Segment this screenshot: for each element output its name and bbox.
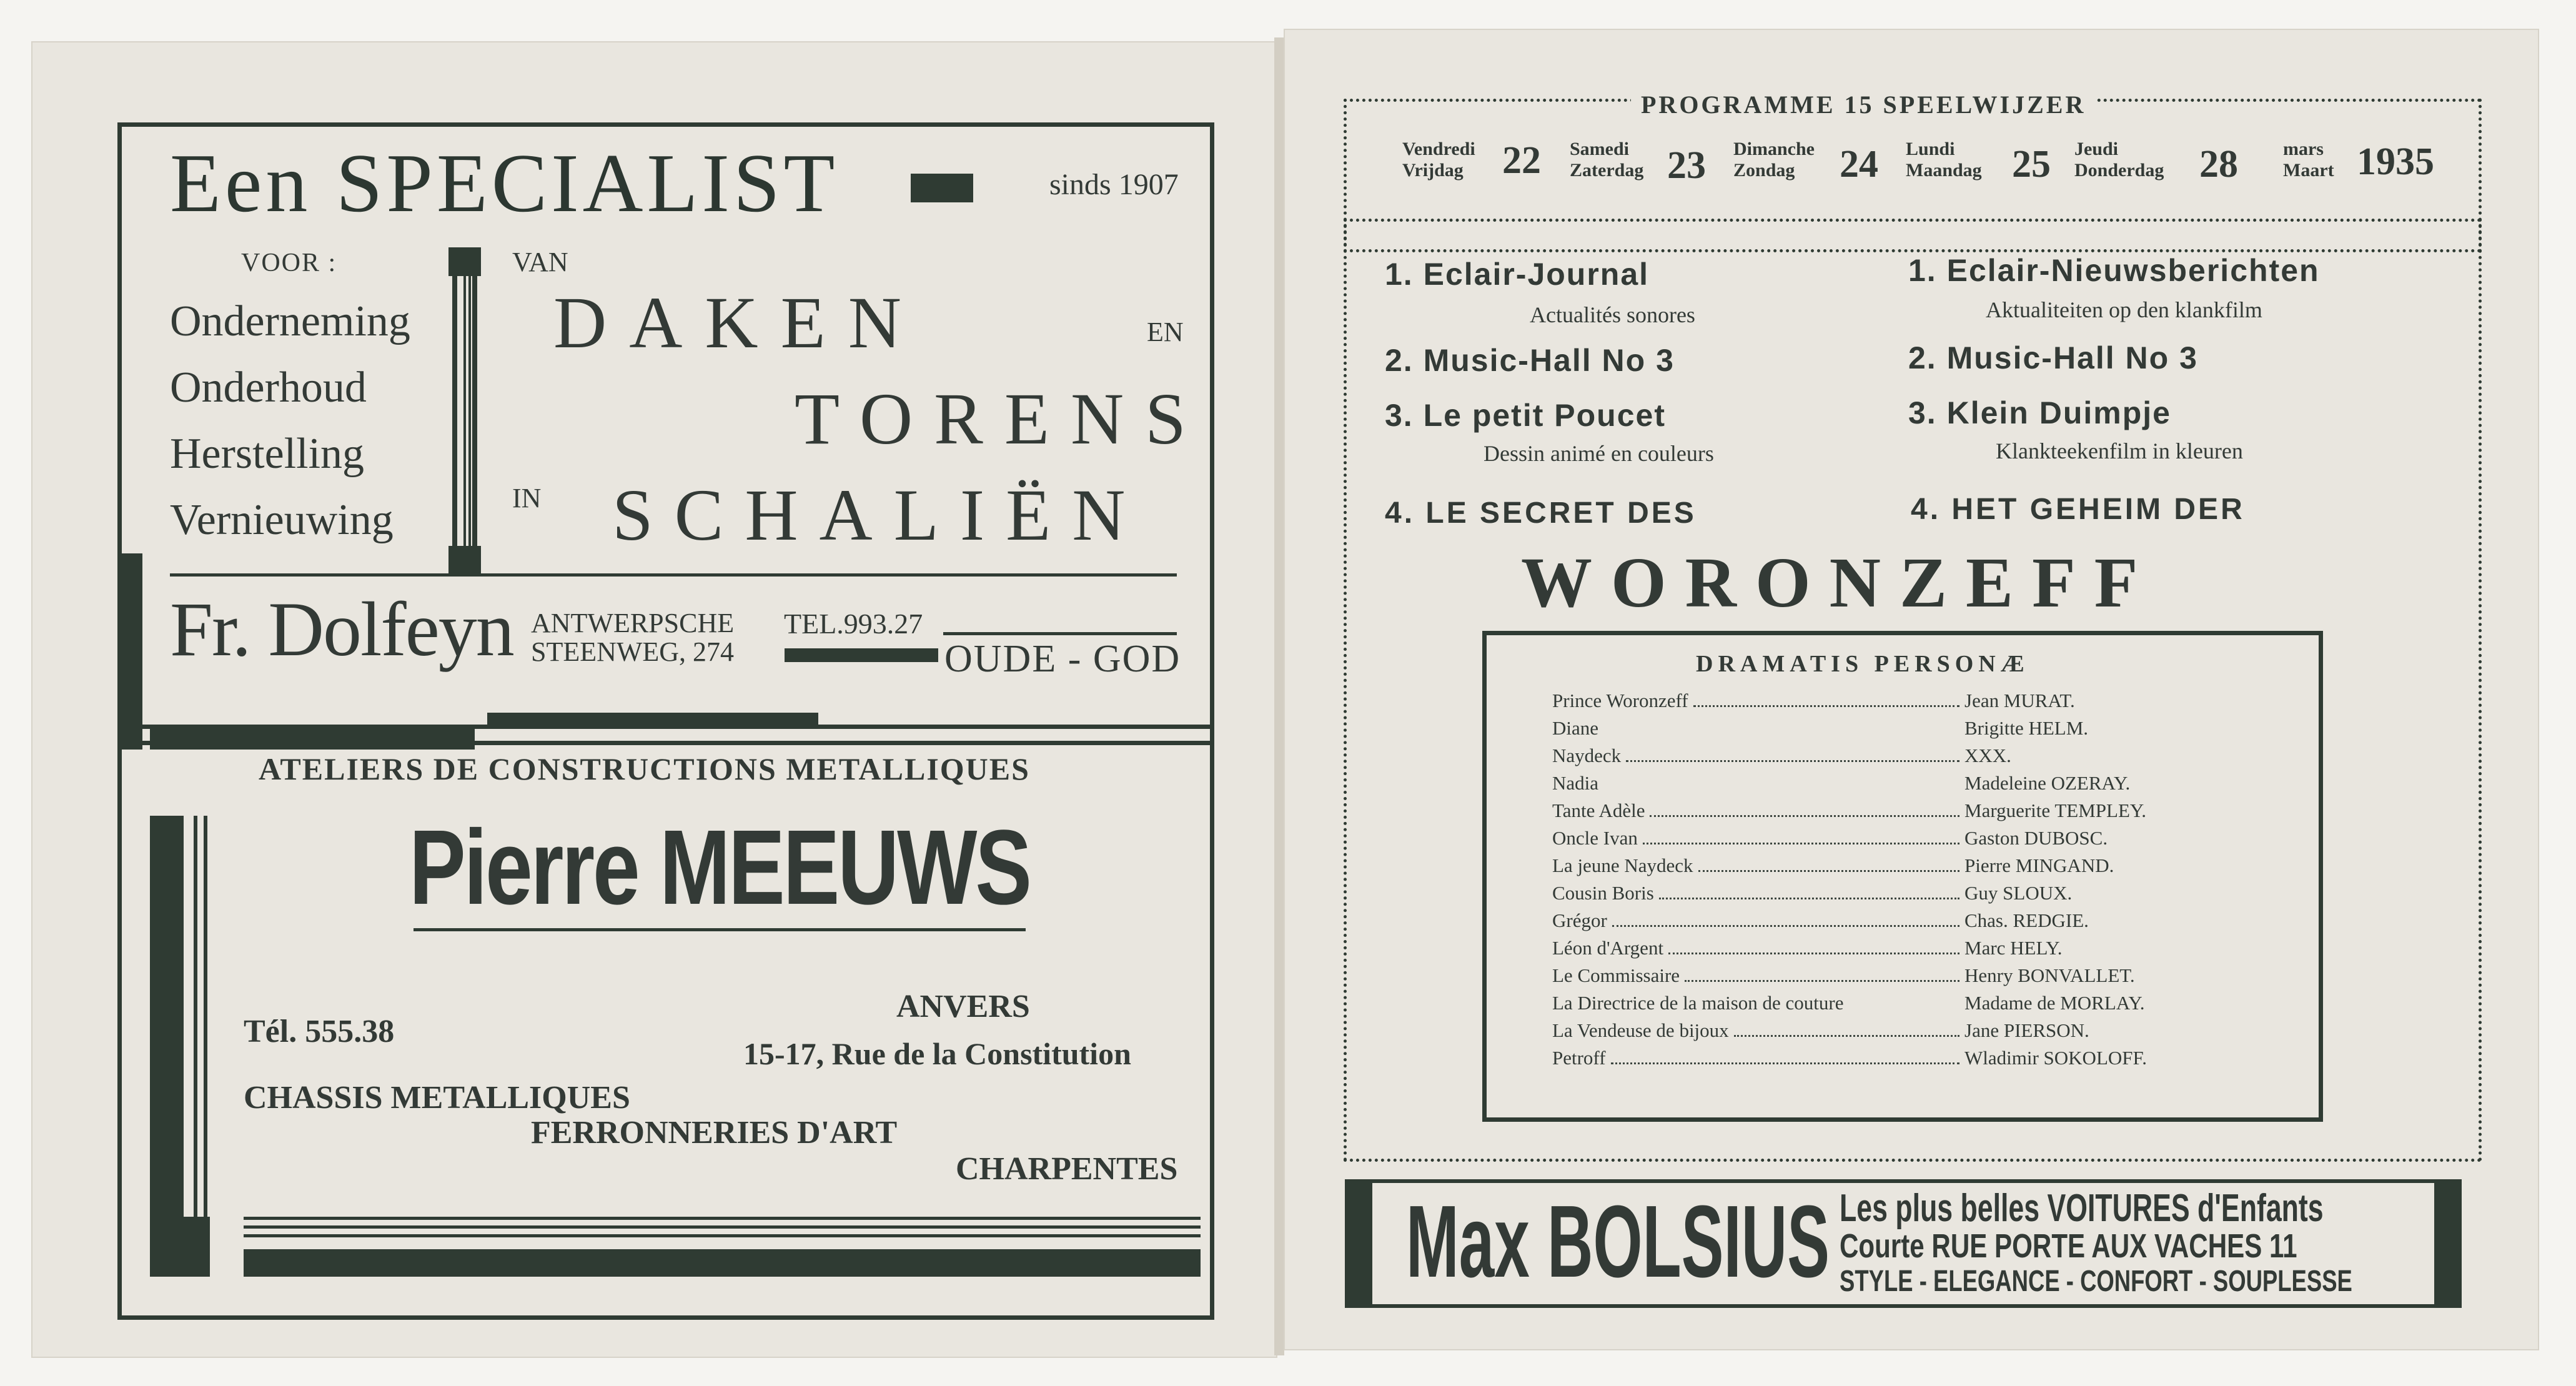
cast-actor: Madeleine OZERAY. (1964, 772, 2131, 794)
cast-role: Oncle Ivan (1552, 827, 1638, 849)
schalien-label: SCHALIËN (612, 474, 1147, 556)
bolsius-line-2: Courte RUE PORTE AUX VACHES 11 (1840, 1227, 2297, 1265)
dramatis-title: DRAMATIS PERSONÆ (1696, 651, 2029, 677)
cast-row (1552, 1019, 2227, 1047)
meeuws-corner-block (150, 1217, 210, 1277)
meeuws-hline-1 (244, 1217, 1201, 1220)
day-nl: Donderdag (2074, 160, 2164, 181)
meeuws-line-3: CHARPENTES (956, 1151, 1178, 1187)
cast-role: Diane (1552, 717, 1599, 739)
cast-row (1552, 882, 2227, 909)
location-overline (943, 632, 1177, 635)
cast-list (1552, 690, 2239, 1114)
en-label: EN (1147, 317, 1184, 347)
cast-role: Le Commissaire (1552, 964, 1680, 986)
meeuws-vbar-thin-1 (194, 816, 197, 1228)
right-page (1284, 29, 2539, 1350)
item-nl-1: 1. Eclair-Nieuwsberichten (1908, 253, 2320, 288)
meeuws-street: 15-17, Rue de la Constitution (743, 1036, 1131, 1071)
item-nl-3: 3. Klein Duimpje (1908, 395, 2171, 430)
day-nl: Vrijdag (1402, 160, 1464, 181)
meeuws-hline-3 (244, 1234, 1201, 1237)
leader-dots (1611, 1062, 1959, 1064)
year: 1935 (2357, 141, 2434, 183)
leader-dots (1685, 980, 1959, 982)
day-number: 23 (1667, 144, 1706, 187)
day-nl: Maandag (1906, 160, 1982, 181)
cast-role: La Vendeuse de bijoux (1552, 1019, 1729, 1041)
item-fr-3-sub: Dessin animé en couleurs (1484, 441, 1714, 466)
cast-role: Cousin Boris (1552, 882, 1654, 904)
leader-dots (1734, 1035, 1959, 1037)
meeuws-vbar-thin-2 (204, 816, 207, 1228)
meeuws-top-border (117, 725, 1214, 729)
bolsius-line-3: STYLE - ELEGANCE - CONFORT - SOUPLESSE (1840, 1265, 2352, 1298)
day-nl: Zondag (1733, 160, 1795, 181)
item-fr-3: 3. Le petit Poucet (1385, 398, 1666, 433)
leader-dots (1603, 788, 1959, 790)
cast-row (1552, 964, 2227, 992)
meeuws-bottom-bar (244, 1249, 1201, 1277)
leader-dots (1698, 870, 1960, 872)
leader-dots (1650, 815, 1959, 817)
bolsius-line-1: Les plus belles VOITURES d'Enfants (1840, 1187, 2324, 1230)
cast-row (1552, 717, 2227, 745)
van-label: VAN (512, 247, 568, 277)
meeuws-name-underline (414, 928, 1026, 931)
leader-dots (1668, 953, 1959, 954)
bolsius-name: Max BOLSIUS (1406, 1184, 1830, 1299)
telephone: TEL.993.27 (784, 608, 923, 640)
cast-actor: Marguerite TEMPLEY. (1964, 799, 2147, 821)
cast-actor: Guy SLOUX. (1964, 882, 2073, 904)
cast-actor: XXX. (1964, 745, 2011, 766)
daken-label: DAKEN (553, 282, 924, 364)
column-cap-top (448, 247, 481, 276)
in-label: IN (512, 483, 542, 513)
bolsius-right-bar (2434, 1179, 2462, 1308)
item-nl-1-sub: Aktualiteiten op den klankfilm (1986, 297, 2262, 322)
column-shaft (452, 276, 477, 546)
leader-dots (1659, 898, 1959, 899)
left-page (31, 41, 1277, 1358)
day-fr: Dimanche (1733, 139, 1815, 159)
service-3: Herstelling (170, 430, 365, 478)
service-1: Onderneming (170, 297, 410, 345)
day-fr: Samedi (1570, 139, 1630, 159)
specialist-title: Een SPECIALIST (170, 137, 839, 229)
item-fr-2: 2. Music-Hall No 3 (1385, 343, 1675, 378)
programme-heading: PROGRAMME 15 SPEELWIJZER (1631, 92, 2096, 117)
item-nl-3-sub: Klankteekenfilm in kleuren (1996, 438, 2243, 463)
day-number: 22 (1502, 139, 1541, 182)
cast-row (1552, 772, 2227, 799)
cast-row (1552, 827, 2227, 854)
location-label: OUDE - GOD (944, 638, 1181, 680)
leader-dots (1643, 843, 1959, 844)
meeuws-name: Pierre MEEUWS (409, 808, 1030, 927)
cast-actor: Wladimir SOKOLOFF. (1964, 1047, 2147, 1069)
cast-role: Prince Woronzeff (1552, 690, 1688, 711)
cast-actor: Madame de MORLAY. (1964, 992, 2145, 1014)
cast-actor: Jean MURAT. (1964, 690, 2075, 711)
month-fr: mars (2283, 139, 2324, 159)
cast-role: Naydeck (1552, 745, 1622, 766)
cast-role: La jeune Naydeck (1552, 854, 1693, 876)
meeuws-line-2: FERRONNERIES D'ART (531, 1115, 898, 1151)
leader-dots (1626, 760, 1959, 762)
cast-row (1552, 909, 2227, 937)
day-fr: Lundi (1906, 139, 1955, 159)
address-line-2: STEENWEG, 274 (531, 636, 735, 667)
cast-row (1552, 799, 2227, 827)
leader-dots (1612, 925, 1959, 927)
month-nl: Maart (2283, 160, 2334, 181)
day-number: 28 (2199, 143, 2238, 186)
cast-actor: Chas. REDGIE. (1964, 909, 2089, 931)
meeuws-vbar-thick (150, 816, 184, 1228)
cast-actor: Brigitte HELM. (1964, 717, 2089, 739)
cast-actor: Pierre MINGAND. (1964, 854, 2114, 876)
cast-role: Léon d'Argent (1552, 937, 1664, 959)
meeuws-tel: Tél. 555.38 (244, 1014, 395, 1049)
cast-role: Nadia (1552, 772, 1599, 794)
bolsius-left-bar (1345, 1179, 1372, 1308)
leader-dots (1846, 1007, 1963, 1009)
meeuws-line-1: CHASSIS METALLIQUES (244, 1080, 630, 1116)
column-cap-bottom (448, 546, 481, 575)
service-4: Vernieuwing (170, 496, 394, 544)
cast-role: La Directrice de la maison de couture (1552, 992, 1844, 1014)
divider-line (170, 573, 1177, 577)
cast-actor: Gaston DUBOSC. (1964, 827, 2108, 849)
cast-actor: Jane PIERSON. (1964, 1019, 2089, 1041)
meeuws-city: ANVERS (896, 989, 1030, 1024)
service-2: Onderhoud (170, 364, 367, 412)
cast-role: Tante Adèle (1552, 799, 1645, 821)
cast-row (1552, 854, 2227, 882)
item-fr-1-sub: Actualités sonores (1530, 302, 1695, 327)
day-number: 25 (2012, 143, 2051, 186)
cast-row (1552, 992, 2227, 1019)
leader-dots (1603, 733, 1959, 735)
leader-dots (1693, 705, 1959, 707)
since-label: sinds 1907 (1049, 168, 1179, 201)
item-nl-2: 2. Music-Hall No 3 (1908, 340, 2198, 375)
meeuws-header: ATELIERS DE CONSTRUCTIONS METALLIQUES (259, 751, 1030, 786)
cast-role: Petroff (1552, 1047, 1606, 1069)
date-list (1402, 140, 2452, 202)
address-line-1: ANTWERPSCHE (531, 608, 735, 638)
item-fr-1: 1. Eclair-Journal (1385, 257, 1650, 292)
spine (1274, 37, 1284, 1355)
feature-title: WORONZEFF (1521, 543, 2157, 622)
title-accent-bar (911, 174, 973, 202)
cast-actor: Henry BONVALLET. (1964, 964, 2135, 986)
cast-row (1552, 937, 2227, 964)
day-fr: Jeudi (2074, 139, 2119, 159)
day-number: 24 (1840, 143, 1878, 186)
day-nl: Zaterdag (1570, 160, 1644, 181)
ad-left-bar (117, 553, 142, 750)
item-fr-4: 4. LE SECRET DES (1385, 497, 1697, 530)
item-nl-4: 4. HET GEHEIM DER (1911, 493, 2245, 526)
day-fr: Vendredi (1402, 139, 1475, 159)
cast-role: Grégor (1552, 909, 1607, 931)
torens-label: TORENS (795, 378, 1207, 460)
cast-row (1552, 745, 2227, 772)
voor-label: VOOR : (241, 249, 337, 277)
cast-row (1552, 1047, 2227, 1074)
cast-actor: Marc HELY. (1964, 937, 2063, 959)
company-name: Fr. Dolfeyn (170, 587, 513, 672)
meeuws-hline-2 (244, 1225, 1201, 1229)
cast-row (1552, 690, 2227, 717)
tel-underline-bar (785, 648, 938, 662)
